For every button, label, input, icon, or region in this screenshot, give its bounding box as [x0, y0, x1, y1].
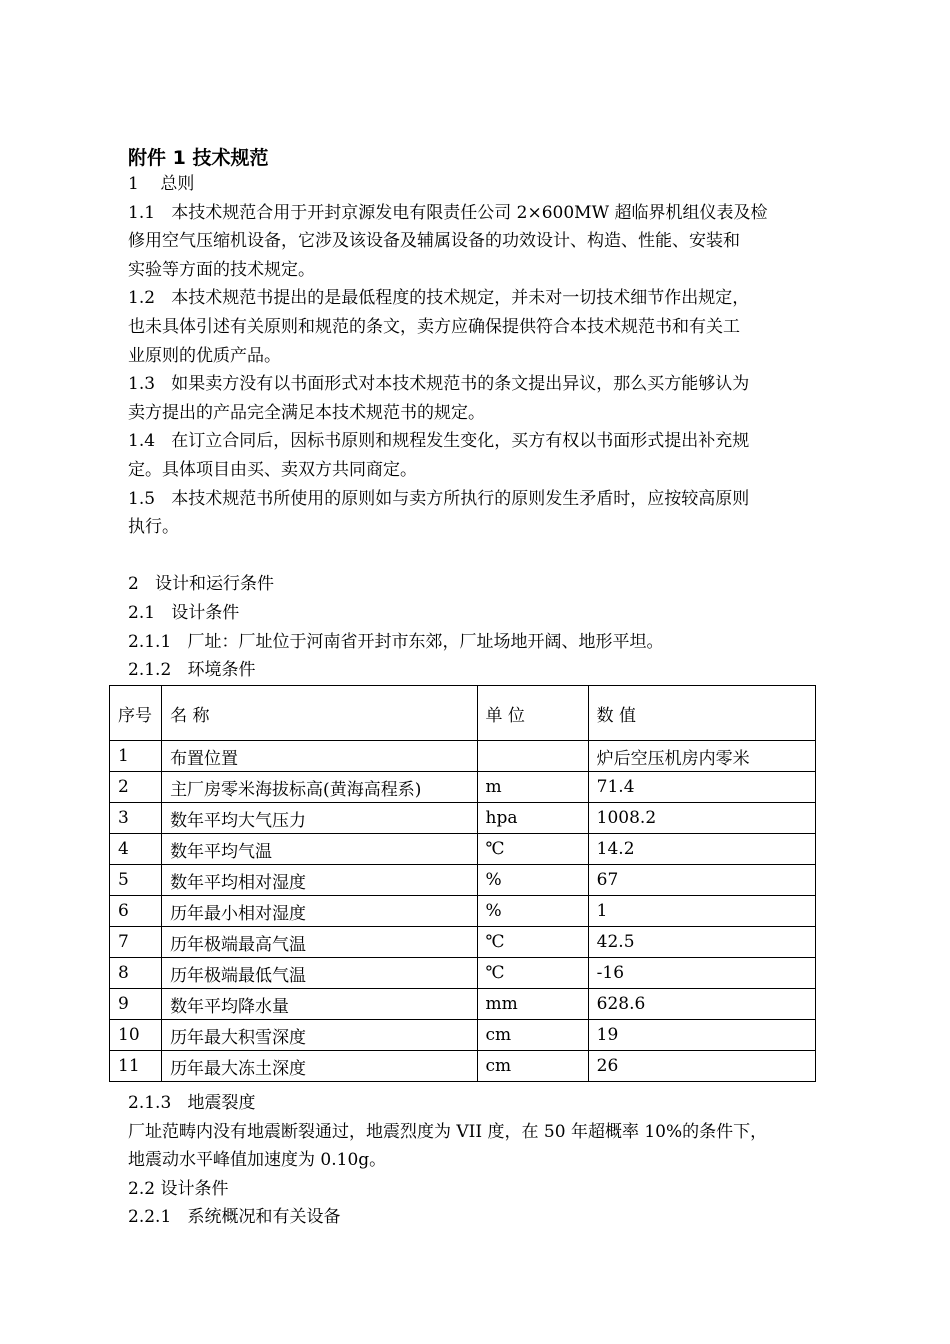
header-name: 名 称 [162, 686, 477, 741]
table-row [110, 741, 816, 772]
table-row [110, 958, 816, 989]
text-line [128, 542, 838, 571]
cell-name: 主厂房零米海拔标高(黄海高程系) [162, 772, 477, 803]
cell-index: 7 [110, 927, 162, 958]
table-row [110, 865, 816, 896]
cell-value: 628.6 [588, 989, 815, 1020]
text-line: 1 总则 [128, 174, 195, 194]
cell-unit: ℃ [477, 958, 588, 989]
cell-name: 历年极端最低气温 [162, 958, 477, 989]
cell-name: 历年最大积雪深度 [162, 1020, 477, 1051]
cell-name: 布置位置 [162, 741, 477, 772]
document-title: 附件 1 技术规范 [128, 147, 269, 169]
cell-index: 1 [110, 741, 162, 772]
cell-unit: ℃ [477, 834, 588, 865]
cell-value: -16 [588, 958, 815, 989]
text-line: 2.1.3 地震裂度 [128, 1093, 256, 1113]
cell-name: 数年平均气温 [162, 834, 477, 865]
cell-value: 炉后空压机房内零米 [588, 741, 815, 772]
cell-name: 数年平均大气压力 [162, 803, 477, 834]
after-table-text [128, 1089, 838, 1232]
cell-name: 数年平均降水量 [162, 989, 477, 1020]
text-line: 2.1.1 厂址：厂址位于河南省开封市东郊，厂址场地开阔、地形平坦。 [128, 631, 664, 652]
cell-unit: % [477, 865, 588, 896]
cell-unit: hpa [477, 803, 588, 834]
document-body [128, 146, 838, 685]
text-line: 1.2 本技术规范书提出的是最低程度的技术规定，并未对一切技术细节作出规定， [128, 288, 750, 309]
header-unit: 单 位 [477, 686, 588, 741]
text-line: 2.2.1 系统概况和有关设备 [128, 1207, 341, 1228]
cell-index: 2 [110, 772, 162, 803]
cell-value: 19 [588, 1020, 815, 1051]
cell-unit: % [477, 896, 588, 927]
text-line: 厂址范畴内没有地震断裂通过，地震烈度为 VII 度，在 50 年超概率 10%的条件下， [128, 1121, 768, 1142]
cell-unit: cm [477, 1051, 588, 1082]
cell-unit [477, 741, 588, 772]
cell-name: 数年平均相对湿度 [162, 865, 477, 896]
section-list [128, 170, 838, 685]
text-line: 2.1 设计条件 [128, 602, 240, 623]
cell-name: 历年最大冻土深度 [162, 1051, 477, 1082]
cell-name: 历年极端最高气温 [162, 927, 477, 958]
text-line: 1.3 如果卖方没有以书面形式对本技术规范书的条文提出异议，那么买方能够认为 [128, 374, 750, 395]
cell-value: 1 [588, 896, 815, 927]
text-line: 地震动水平峰值加速度为 0.10g。 [128, 1150, 387, 1171]
text-line: 修用空气压缩机设备，它涉及该设备及辅属设备的功效设计、构造、性能、安装和 [128, 231, 740, 252]
header-value: 数 值 [588, 686, 815, 741]
cell-unit: ℃ [477, 927, 588, 958]
cell-index: 4 [110, 834, 162, 865]
table-row [110, 772, 816, 803]
text-line: 也未具体引述有关原则和规范的条文，卖方应确保提供符合本技术规范书和有关工 [128, 316, 740, 337]
cell-value: 14.2 [588, 834, 815, 865]
table-row [110, 989, 816, 1020]
header-index: 序号 [110, 686, 162, 741]
cell-value: 1008.2 [588, 803, 815, 834]
table-header-row [110, 686, 816, 741]
text-line: 1.1 本技术规范合用于开封京源发电有限责任公司 2×600MW 超临界机组仪表及检 [128, 202, 768, 223]
text-line: 1.4 在订立合同后，因标书原则和规程发生变化，买方有权以书面形式提出补充规 [128, 431, 750, 452]
table-row [110, 896, 816, 927]
text-line: 1.5 本技术规范书所使用的原则如与卖方所执行的原则发生矛盾时，应按较高原则 [128, 488, 750, 509]
cell-index: 5 [110, 865, 162, 896]
table-row [110, 927, 816, 958]
text-line: 定。具体项目由买、卖双方共同商定。 [128, 459, 417, 480]
text-line: 2.2 设计条件 [128, 1178, 229, 1199]
text-line: 实验等方面的技术规定。 [128, 259, 315, 280]
cell-index: 6 [110, 896, 162, 927]
text-line: 执行。 [128, 517, 179, 538]
cell-index: 8 [110, 958, 162, 989]
cell-value: 71.4 [588, 772, 815, 803]
cell-index: 3 [110, 803, 162, 834]
cell-index: 11 [110, 1051, 162, 1082]
table-row [110, 1051, 816, 1082]
cell-index: 10 [110, 1020, 162, 1051]
cell-unit: mm [477, 989, 588, 1020]
table-row [110, 834, 816, 865]
table-row [110, 1020, 816, 1051]
cell-index: 9 [110, 989, 162, 1020]
environment-table [109, 685, 816, 1082]
text-line: 2 设计和运行条件 [128, 574, 275, 595]
text-line: 2.1.2 环境条件 [128, 660, 256, 681]
table-row [110, 803, 816, 834]
text-line: 卖方提出的产品完全满足本技术规范书的规定。 [128, 402, 485, 423]
cell-value: 26 [588, 1051, 815, 1082]
text-line: 业原则的优质产品。 [128, 345, 281, 366]
cell-unit: cm [477, 1020, 588, 1051]
cell-name: 历年最小相对湿度 [162, 896, 477, 927]
cell-unit: m [477, 772, 588, 803]
cell-value: 67 [588, 865, 815, 896]
cell-value: 42.5 [588, 927, 815, 958]
